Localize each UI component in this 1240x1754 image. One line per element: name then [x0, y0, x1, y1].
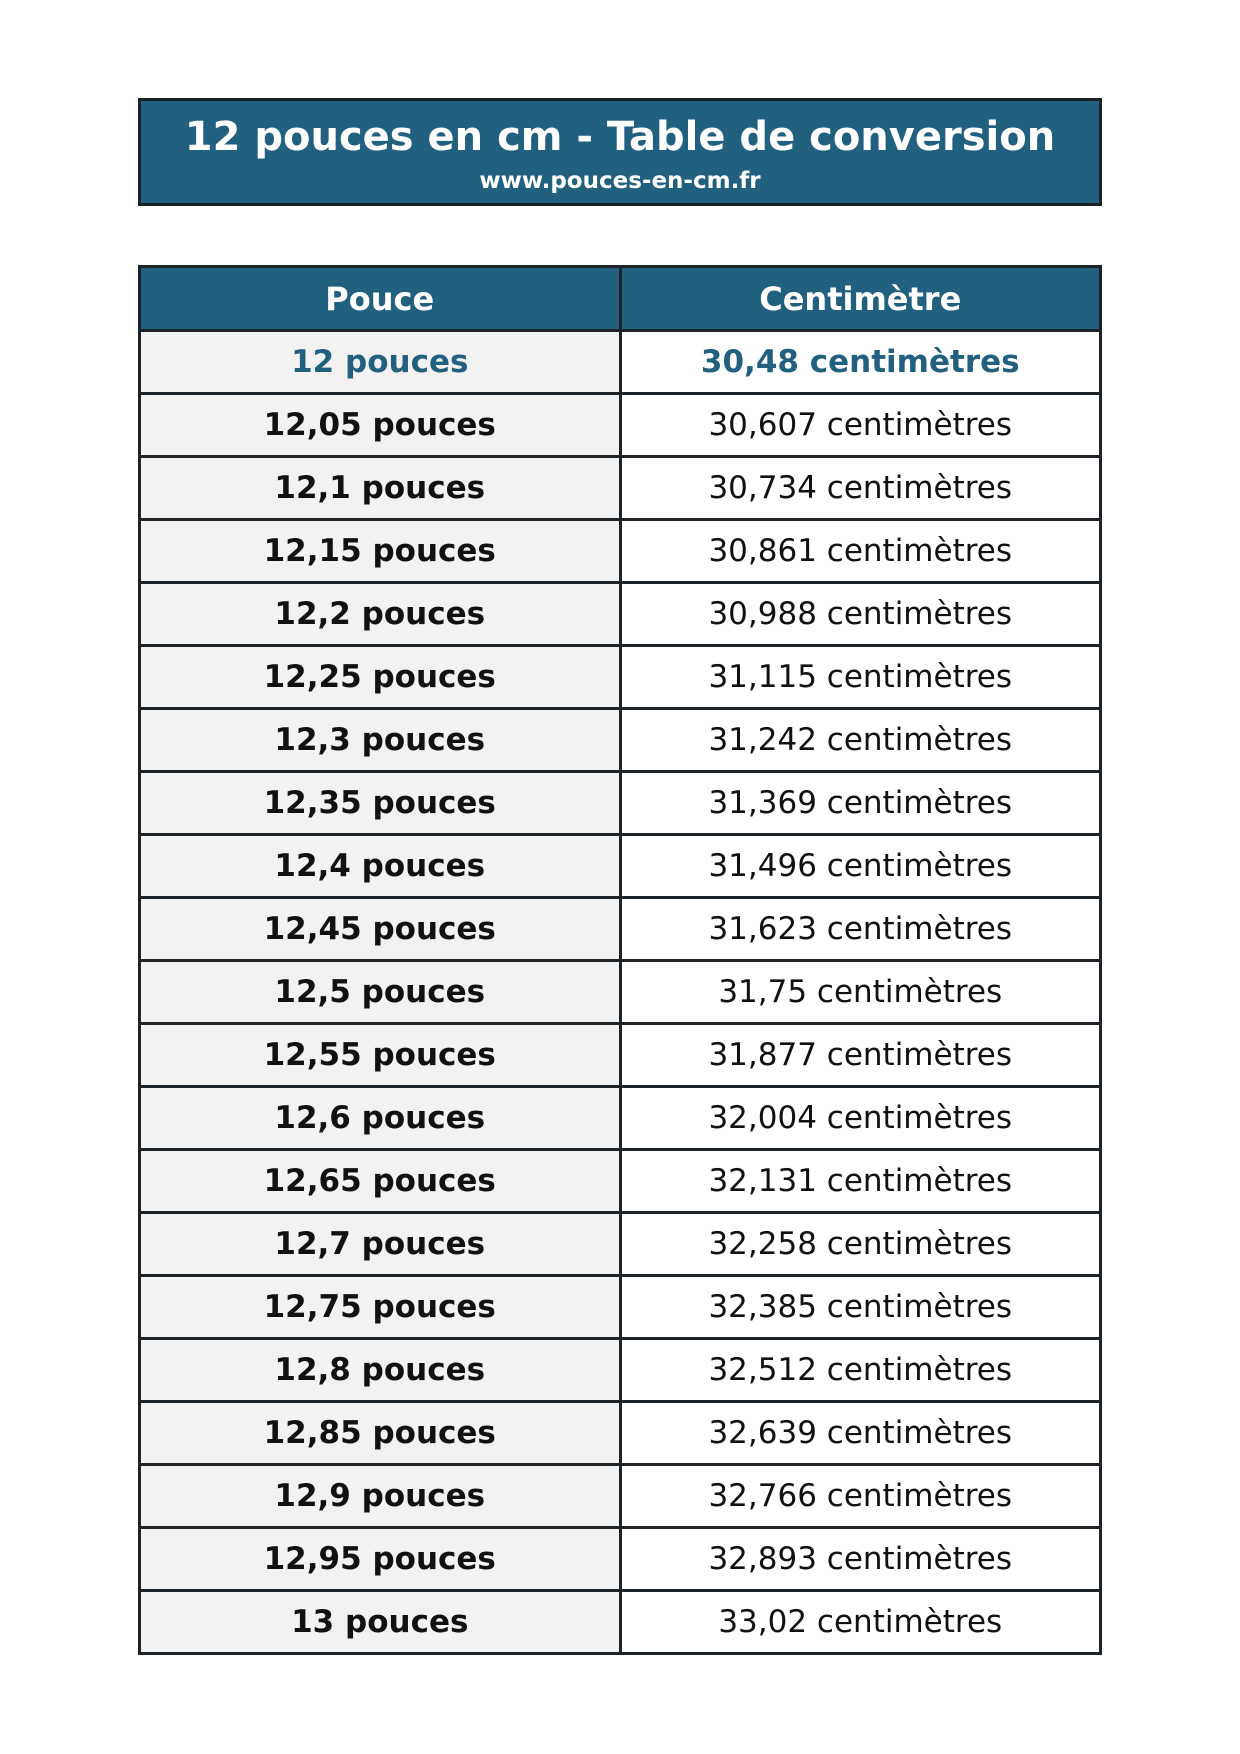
- inch-cell: 12,8 pouces: [140, 1339, 621, 1402]
- inch-cell: 12,4 pouces: [140, 835, 621, 898]
- cm-cell: 31,623 centimètres: [620, 898, 1101, 961]
- table-row: [140, 457, 1101, 520]
- table-row: [140, 1276, 1101, 1339]
- inch-cell: 12,6 pouces: [140, 1087, 621, 1150]
- cm-cell: 30,861 centimètres: [620, 520, 1101, 583]
- cm-cell: 31,75 centimètres: [620, 961, 1101, 1024]
- cm-cell: 32,131 centimètres: [620, 1150, 1101, 1213]
- inch-cell: 12,2 pouces: [140, 583, 621, 646]
- inch-cell: 12,55 pouces: [140, 1024, 621, 1087]
- table-row: [140, 1591, 1101, 1654]
- cm-cell: 32,385 centimètres: [620, 1276, 1101, 1339]
- inch-cell: 12,95 pouces: [140, 1528, 621, 1591]
- table-row: [140, 1150, 1101, 1213]
- table-row: [140, 1339, 1101, 1402]
- cm-cell: 32,258 centimètres: [620, 1213, 1101, 1276]
- cm-cell: 32,766 centimètres: [620, 1465, 1101, 1528]
- conversion-table: [138, 265, 1102, 1655]
- cm-cell: 30,48 centimètres: [620, 331, 1101, 394]
- cm-cell: 31,877 centimètres: [620, 1024, 1101, 1087]
- table-row: [140, 646, 1101, 709]
- cm-cell: 30,607 centimètres: [620, 394, 1101, 457]
- title-banner: [138, 98, 1102, 206]
- inch-cell: 12,25 pouces: [140, 646, 621, 709]
- inch-cell: 12,1 pouces: [140, 457, 621, 520]
- table-header-row: [140, 267, 1101, 331]
- table-row: [140, 520, 1101, 583]
- inch-cell: 12,3 pouces: [140, 709, 621, 772]
- table-body: [140, 331, 1101, 1654]
- cm-cell: 30,734 centimètres: [620, 457, 1101, 520]
- table-row: [140, 1087, 1101, 1150]
- cm-cell: 31,242 centimètres: [620, 709, 1101, 772]
- table-row: [140, 772, 1101, 835]
- table-row: [140, 835, 1101, 898]
- inch-cell: 12,05 pouces: [140, 394, 621, 457]
- cm-cell: 31,496 centimètres: [620, 835, 1101, 898]
- cm-cell: 32,639 centimètres: [620, 1402, 1101, 1465]
- table-row: [140, 961, 1101, 1024]
- table-row: [140, 898, 1101, 961]
- cm-cell: 31,369 centimètres: [620, 772, 1101, 835]
- inch-cell: 12,75 pouces: [140, 1276, 621, 1339]
- table-row: [140, 331, 1101, 394]
- inch-cell: 12 pouces: [140, 331, 621, 394]
- inch-cell: 12,15 pouces: [140, 520, 621, 583]
- table-row: [140, 1528, 1101, 1591]
- inch-cell: 12,5 pouces: [140, 961, 621, 1024]
- inch-cell: 12,35 pouces: [140, 772, 621, 835]
- site-url: www.pouces-en-cm.fr: [479, 168, 761, 194]
- cm-cell: 30,988 centimètres: [620, 583, 1101, 646]
- table-row: [140, 709, 1101, 772]
- cm-cell: 33,02 centimètres: [620, 1591, 1101, 1654]
- page-title: 12 pouces en cm - Table de conversion: [184, 114, 1056, 160]
- table-row: [140, 1402, 1101, 1465]
- cm-cell: 32,893 centimètres: [620, 1528, 1101, 1591]
- table-row: [140, 1465, 1101, 1528]
- inch-cell: 12,9 pouces: [140, 1465, 621, 1528]
- column-header-inch: Pouce: [140, 267, 621, 331]
- inch-cell: 12,7 pouces: [140, 1213, 621, 1276]
- inch-cell: 12,65 pouces: [140, 1150, 621, 1213]
- table-row: [140, 1024, 1101, 1087]
- inch-cell: 12,85 pouces: [140, 1402, 621, 1465]
- inch-cell: 13 pouces: [140, 1591, 621, 1654]
- table-row: [140, 1213, 1101, 1276]
- table-row: [140, 394, 1101, 457]
- inch-cell: 12,45 pouces: [140, 898, 621, 961]
- cm-cell: 32,004 centimètres: [620, 1087, 1101, 1150]
- column-header-cm: Centimètre: [620, 267, 1101, 331]
- table-row: [140, 583, 1101, 646]
- cm-cell: 32,512 centimètres: [620, 1339, 1101, 1402]
- cm-cell: 31,115 centimètres: [620, 646, 1101, 709]
